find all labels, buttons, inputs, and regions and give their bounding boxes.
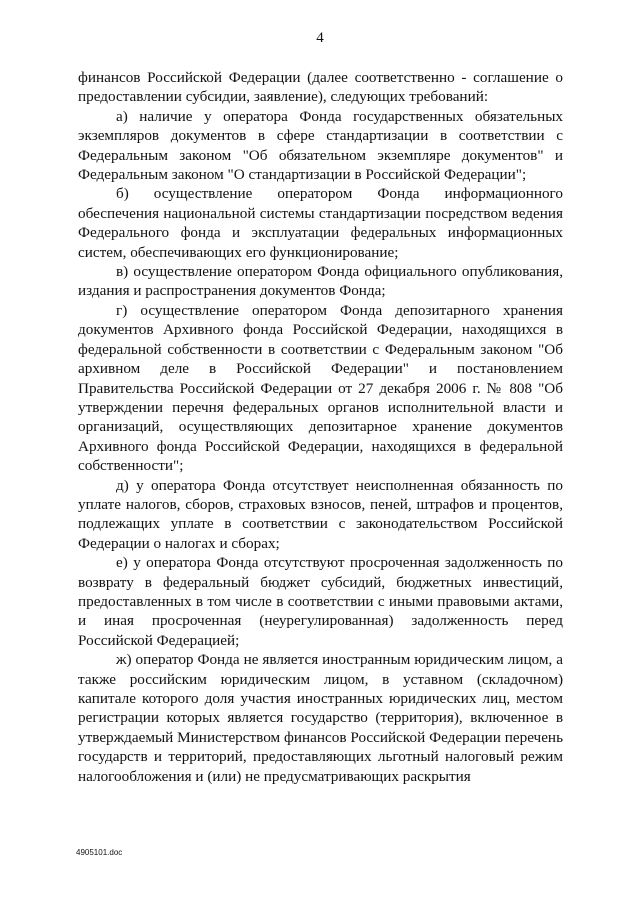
page-number: 4	[316, 30, 324, 46]
paragraph-item-zh: ж) оператор Фонда не является иностранным юридическим лицом, а также российским юридическим лицом, в уставном (складочном) капитале которого доля участия иностранных юридических лиц, местом регистрации которых является государство (территория), включенное в утверждаемый Министерством финансов Российской Федерации перечень государств и территорий, предоставляющих льготный налоговый режим налогообложения и (или) не предусматривающих раскрытия	[78, 651, 563, 785]
paragraph-item-v: в) осуществление оператором Фонда официального опубликования, издания и распространения документов Фонда;	[78, 263, 563, 300]
file-name-footer: 4905101.doc	[76, 848, 123, 857]
document-body	[78, 68, 563, 786]
paragraph-item-g: г) осуществление оператором Фонда депозитарного хранения документов Архивного фонда Российской Федерации, находящихся в федеральной собственности в соответствии с Федеральным законом "Об архивном деле в Российской Федерации" и постановлением Правительства Российской Федерации от 27 декабря 2006 г. № 808 "Об утверждении перечня федеральных органов исполнительной власти и организаций, осуществляющих депозитарное хранение документов Архивного фонда Российской Федерации, находящихся в федеральной собственности";	[78, 301, 563, 475]
paragraph-intro: финансов Российской Федерации (далее соответственно - соглашение о предоставлении субсидии, заявление), следующих требований:	[78, 69, 563, 106]
paragraph-item-e: е) у оператора Фонда отсутствуют просроченная задолженность по возврату в федеральный бюджет субсидий, бюджетных инвестиций, предоставленных в том числе в соответствии с иными правовыми актами, и иная просроченная (неурегулированная) задолженность перед Российской Федерацией;	[78, 554, 563, 649]
paragraph-item-d: д) у оператора Фонда отсутствует неисполненная обязанность по уплате налогов, сборов, страховых взносов, пеней, штрафов и процентов, подлежащих уплате в соответствии с законодательством Российской Федерации о налогах и сборах;	[78, 476, 563, 552]
paragraph-item-a: а) наличие у оператора Фонда государственных обязательных экземпляров документов в сфере стандартизации в соответствии с Федеральным законом "Об обязательном экземпляре документов" и Федеральным законом "О стандартизации в Российской Федерации";	[78, 107, 563, 184]
paragraph-item-b: б) осуществление оператором Фонда информационного обеспечения национальной системы стандартизации посредством ведения Федерального фонда и эксплуатации федеральных информационных систем, обеспечивающих его функционирование;	[78, 185, 563, 261]
